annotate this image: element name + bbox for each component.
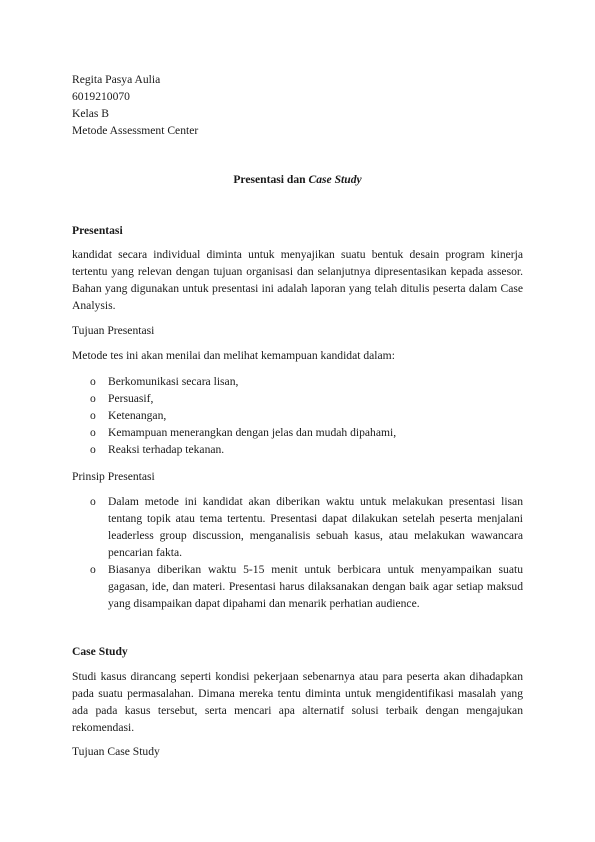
course-name: Metode Assessment Center: [72, 124, 199, 137]
prinsip-list-block: [72, 493, 523, 612]
tujuan-item: [72, 390, 523, 407]
tujuan-case-study-label: Tujuan Case Study: [72, 745, 160, 758]
case-study-heading-block: [72, 643, 523, 660]
author-name: Regita Pasya Aulia: [72, 73, 161, 86]
tujuan-item: [72, 441, 523, 458]
prinsip-item-text: Biasanya diberikan waktu 5-15 menit untuk berbicara untuk menyampaikan suatu gagasan, ide, dan materi. Presentasi harus dilaksanakan dengan baik agar setiap maksud yang disampaikan dapat dipahami dan menarik perhatian audience.: [108, 563, 523, 610]
bullet-marker: o: [90, 426, 96, 439]
tujuan-list: [72, 373, 523, 458]
tujuan-item-text: Ketenangan,: [108, 409, 167, 422]
presentasi-heading: Presentasi: [72, 224, 123, 237]
title-main: Presentasi dan: [233, 173, 309, 186]
bullet-marker: o: [90, 443, 96, 456]
prinsip-item-text: Dalam metode ini kandidat akan diberikan waktu untuk melakukan presentasi lisan tentang topik atau tema tertentu. Presentasi dapat dilakukan setelah peserta menjalani leaderless group discussion, menganalisis sebuah kasus, atau melakukan wawancara pencarian fakta.: [108, 495, 523, 559]
tujuan-item: [72, 424, 523, 441]
tujuan-item: [72, 373, 523, 390]
tujuan-item-text: Berkomunikasi secara lisan,: [108, 375, 239, 388]
tujuan-presentasi-label: Tujuan Presentasi: [72, 324, 155, 337]
tujuan-item-text: Reaksi terhadap tekanan.: [108, 443, 225, 456]
prinsip-presentasi-label: Prinsip Presentasi: [72, 470, 155, 483]
bullet-marker: o: [90, 495, 96, 508]
tujuan-item-text: Persuasif,: [108, 392, 154, 405]
title-italic: Case Study: [308, 173, 362, 186]
prinsip-item: [72, 561, 523, 612]
author-header: [72, 71, 198, 139]
bullet-marker: o: [90, 563, 96, 576]
prinsip-item: [72, 493, 523, 561]
tujuan-item: [72, 407, 523, 424]
case-study-paragraph: Studi kasus dirancang seperti kondisi pekerjaan sebenarnya atau para peserta akan dihadapkan pada suatu permasalahan. Dimana mereka tentu diminta untuk mengidentifikasi masalah yang ada pada kasus tersebut, serta mencari apa alternatif solusi terbaik dengan mengajukan rekomendasi.: [72, 670, 523, 734]
case-study-heading: Case Study: [72, 645, 128, 658]
prinsip-list: [72, 493, 523, 612]
student-id: 6019210070: [72, 90, 130, 103]
tujuan-item-text: Kemampuan menerangkan dengan jelas dan mudah dipahami,: [108, 426, 397, 439]
bullet-marker: o: [90, 392, 96, 405]
tujuan-list-block: [72, 373, 523, 458]
presentasi-paragraph: kandidat secara individual diminta untuk menyajikan suatu bentuk desain program kinerja tertentu yang relevan dengan tujuan organisasi dan selanjutnya dipresentasikan kepada assesor. Bahan yang digunakan untuk presentasi ini adalah laporan yang telah ditulis peserta dalam Case Analysis.: [72, 248, 523, 312]
class-name: Kelas B: [72, 107, 110, 120]
tujuan-intro: Metode tes ini akan menilai dan melihat kemampuan kandidat dalam:: [72, 349, 395, 362]
bullet-marker: o: [90, 375, 96, 388]
document-title: [72, 171, 523, 188]
bullet-marker: o: [90, 409, 96, 422]
presentasi-heading-block: [72, 222, 523, 239]
